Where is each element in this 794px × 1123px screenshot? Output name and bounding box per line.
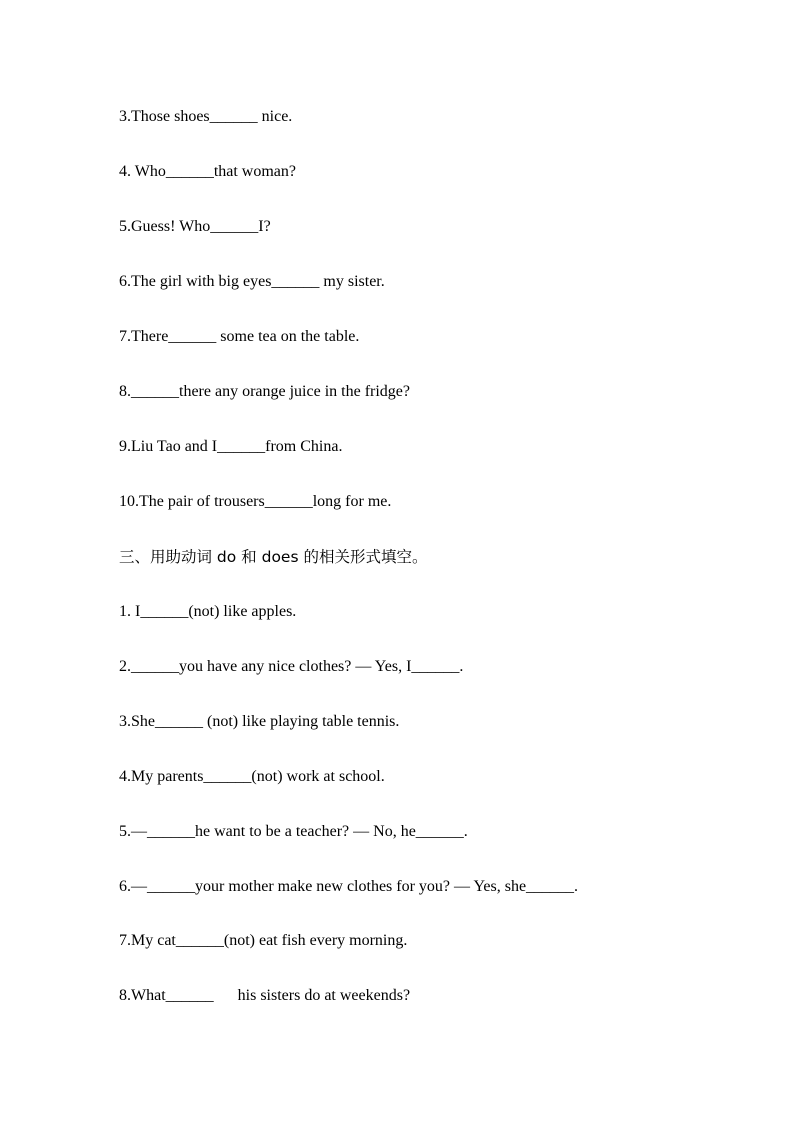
exercise-item-3-3: 3.She______ (not) like playing table tennis.	[119, 713, 400, 730]
exercise-item-2-6: 6.The girl with big eyes______ my sister.	[119, 273, 385, 290]
exercise-item-2-7: 7.There______ some tea on the table.	[119, 328, 360, 345]
exercise-item-2-3: 3.Those shoes______ nice.	[119, 108, 293, 125]
exercise-item-2-9: 9.Liu Tao and I______from China.	[119, 438, 343, 455]
exercise-item-2-4: 4. Who______that woman?	[119, 163, 297, 180]
exercise-item-2-10: 10.The pair of trousers______long for me.	[119, 493, 392, 510]
exercise-item-3-7: 7.My cat______(not) eat fish every morning.	[119, 932, 408, 949]
exercise-item-3-6: 6.—______your mother make new clothes for you? — Yes, she______.	[119, 878, 579, 895]
exercise-item-2-5: 5.Guess! Who______I?	[119, 218, 271, 235]
exercise-item-3-4: 4.My parents______(not) work at school.	[119, 768, 385, 785]
section-three-heading: 三、用助动词 do 和 does 的相关形式填空。	[119, 548, 428, 566]
exercise-item-2-8: 8.______there any orange juice in the fridge?	[119, 383, 410, 400]
exercise-item-3-2: 2.______you have any nice clothes? — Yes, I______.	[119, 658, 464, 675]
exercise-item-3-5: 5.—______he want to be a teacher? — No, he______.	[119, 823, 468, 840]
exercise-item-3-8: 8.What______ his sisters do at weekends?	[119, 987, 411, 1004]
exercise-item-3-1: 1. I______(not) like apples.	[119, 603, 297, 620]
